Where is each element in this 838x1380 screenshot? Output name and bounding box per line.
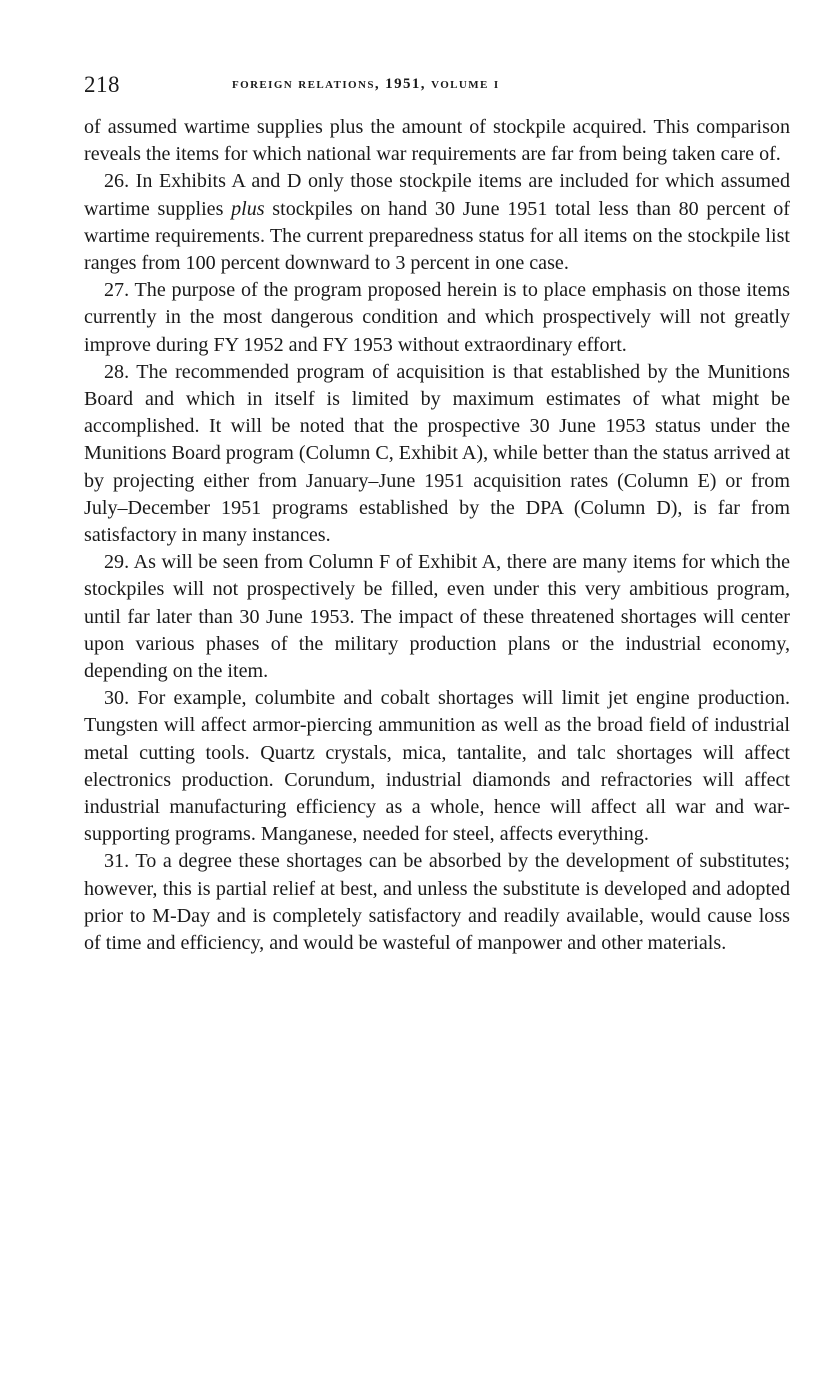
page-number: 218	[84, 72, 120, 97]
document-page	[84, 70, 790, 957]
paragraph-continuation: of assumed wartime supplies plus the amount of stockpile acquired. This comparison reveals the items for which national war requirements are far from being taken care of.	[84, 116, 790, 166]
paragraph-27: 27. The purpose of the program proposed herein is to place emphasis on those items currently in the most dangerous condition and which prospectively will not greatly improve during FY 1952 and FY 1953 without extraordinary effort.	[84, 279, 790, 356]
paragraph-31: 31. To a degree these shortages can be absorbed by the development of substitutes; however, this is partial relief at best, and unless the substitute is developed and adopted prior to M-Day and is completely satisfactory and readily available, would cause loss of time and efficiency, and would be wasteful of manpower and other materials.	[84, 850, 790, 955]
paragraph-30: 30. For example, columbite and cobalt shortages will limit jet engine production. Tungsten will affect armor-piercing ammunition as well as the broad field of industrial metal cutting tools. Quartz crystals, mica, tantalite, and talc shortages will affect electronics production. Corundum, industrial diamonds and refractories will affect industrial manufacturing efficiency as a whole, hence will affect all war and war-supporting programs. Manganese, needed for steel, affects everything.	[84, 687, 790, 846]
paragraph-26-text-start: 26. In Exhibits A and D only those stockpile items are included for which assumed wartime supplies	[84, 170, 790, 220]
paragraph-26	[84, 168, 790, 277]
paragraph-28: 28. The recommended program of acquisition is that established by the Munitions Board and which in itself is limited by maximum estimates of what might be accomplished. It will be noted that the prospective 30 June 1953 status under the Munitions Board program (Column C, Exhibit A), while better than the status arrived at by projecting either from January–June 1951 acquisition rates (Column E) or from July–December 1951 programs established by the DPA (Column D), is far from satisfactory in many instances.	[84, 360, 790, 547]
running-header	[84, 70, 790, 106]
paragraph-26-text-end: stockpiles on hand 30 June 1951 total less than 80 percent of wartime requirements. The current preparedness status for all items on the stockpile list ranges from 100 percent downward to 3 percent in one case.	[84, 197, 790, 275]
paragraph-29: 29. As will be seen from Column F of Exhibit A, there are many items for which the stockpiles will not prospectively be filled, even under this very ambitious program, until far later than 30 June 1953. The impact of these threatened shortages will center upon various phases of the military production plans or the industrial economy, depending on the item.	[84, 551, 790, 683]
header-title: foreign relations, 1951, volume i	[232, 76, 500, 92]
paragraph-26-emphasis: plus	[231, 197, 265, 220]
body-text	[84, 114, 790, 957]
